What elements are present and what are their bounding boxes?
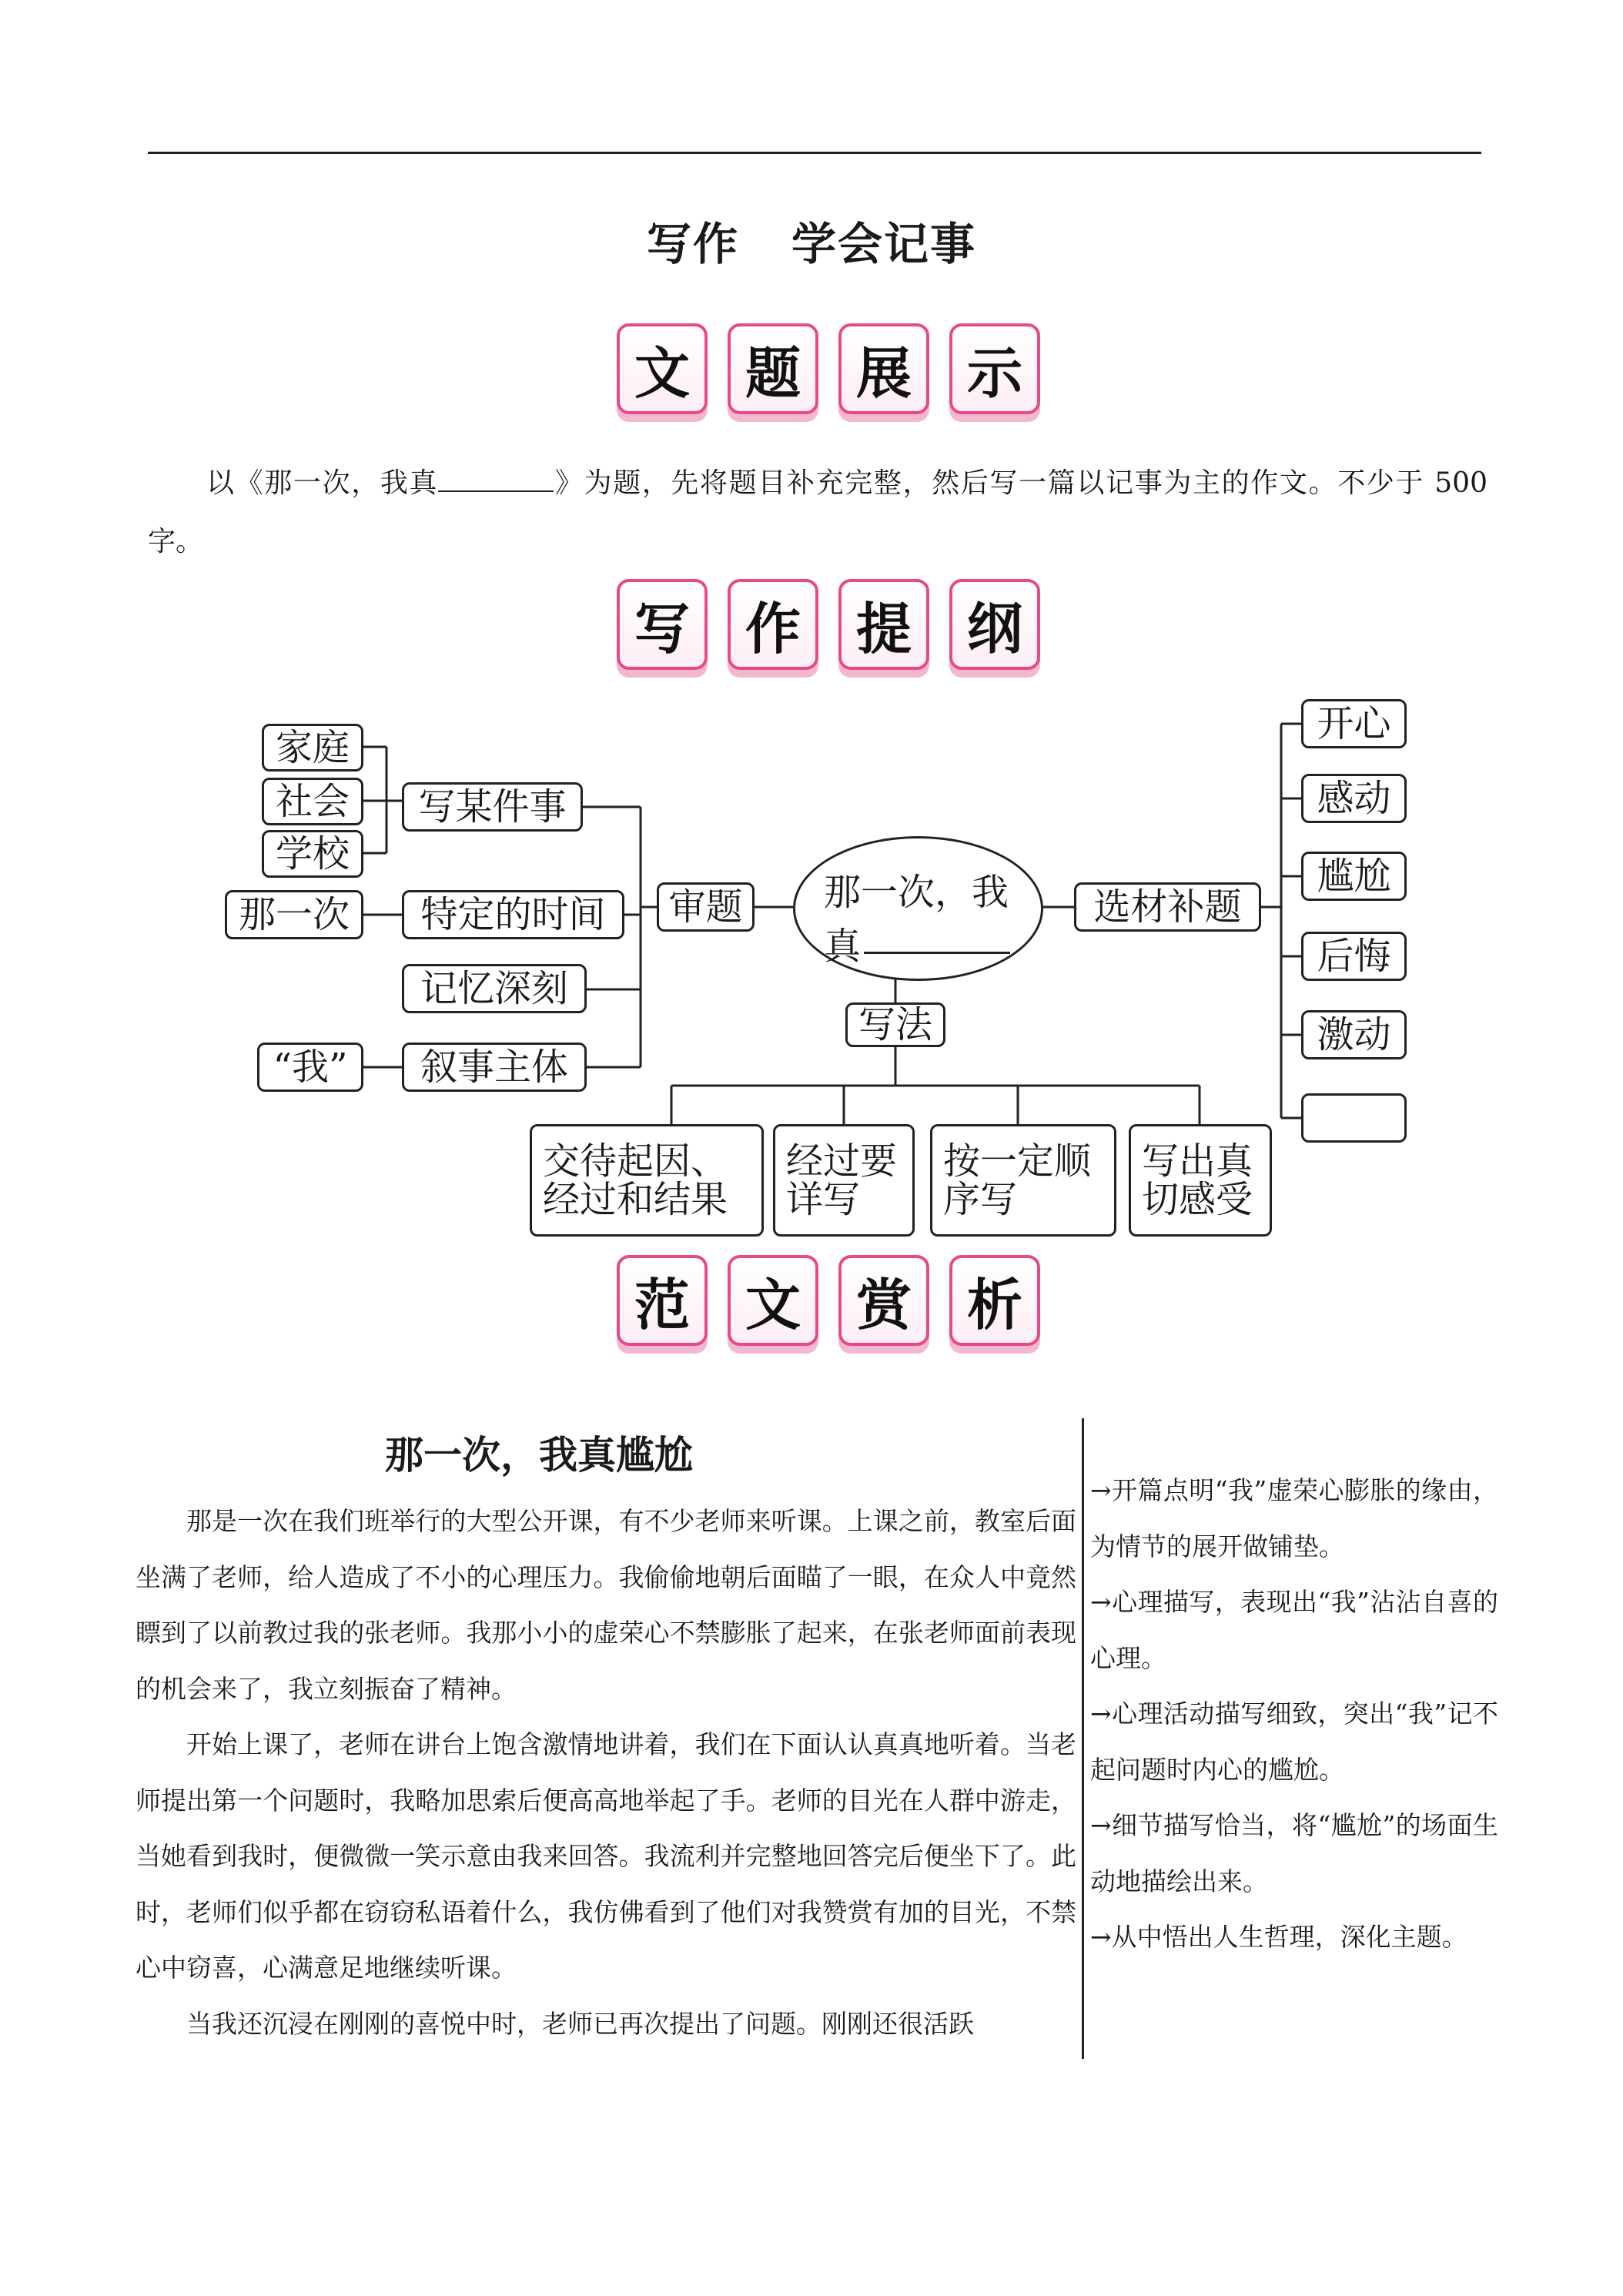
banner-char: 析 <box>949 1255 1040 1346</box>
scope-school: 学校 <box>262 830 363 878</box>
column-divider <box>1082 1418 1084 2059</box>
banner-char: 纲 <box>949 579 1040 670</box>
banner-model-analysis <box>617 1255 1040 1346</box>
header-rule <box>148 152 1481 154</box>
margin-note: →心理描写，表现出“我”沾沾自喜的心理。 <box>1090 1587 1498 1673</box>
page-title-part: 写作 <box>646 218 739 270</box>
prompt-text: 》为题，先将题目补充完整，然后写一篇以记事为主的作文。不少于 500 字。 <box>148 467 1487 557</box>
prompt-text: 以《那一次，我真 <box>206 467 439 499</box>
method-detail-process <box>773 1124 915 1237</box>
node-specific-time: 特定的时间 <box>402 890 624 939</box>
node-choose-material: 选材补题 <box>1074 882 1261 932</box>
feeling-excited: 激动 <box>1301 1010 1407 1059</box>
article-paragraph: 那是一次在我们班举行的大型公开课，有不少老师来听课。上课之前，教室后面坐满了老师，给人造成了不小的心理压力。我偷偷地朝后面瞄了一眼，在众人中竟然瞟到了以前教过我的张老师。我那小小的虚荣心不禁膨胀了起来，在张老师面前表现的机会来了，我立刻振奋了精神。 <box>136 1506 1076 1704</box>
banner-char: 题 <box>728 323 818 414</box>
banner-outline <box>617 579 1040 670</box>
banner-char: 展 <box>838 323 929 414</box>
feeling-empty-slot <box>1301 1093 1407 1143</box>
node-time-example: 那一次 <box>225 890 363 939</box>
article-paragraph: 开始上课了，老师在讲台上饱含激情地讲着，我们在下面认认真真地听着。当老师提出第一个问题时，我略加思索后便高高地举起了手。老师的目光在人群中游走，当她看到我时，便微微一笑示意由我来回答。我流利并完整地回答完后便坐下了。此时，老师们似乎都在窃窃私语着什么，我仿佛看到了他们对我赞赏有加的目光，不禁心中窃喜，心满意足地继续听课。 <box>136 1729 1076 1983</box>
margin-note: →心理活动描写细致，突出“我”记不起问题时内心的尴尬。 <box>1090 1699 1498 1785</box>
banner-char: 写 <box>617 579 708 670</box>
center-blank <box>864 952 1010 954</box>
scope-family: 家庭 <box>262 724 363 771</box>
scope-society: 社会 <box>262 778 363 825</box>
feeling-moved: 感动 <box>1301 774 1407 823</box>
banner-char: 文 <box>728 1255 818 1346</box>
method-line: 写出真 <box>1142 1139 1253 1183</box>
node-subject-me: “我” <box>257 1043 363 1092</box>
method-line: 经过和结果 <box>543 1178 728 1221</box>
margin-note: →从中悟出人生哲理，深化主题。 <box>1090 1922 1467 1952</box>
banner-char: 范 <box>617 1255 708 1346</box>
center-line-2: 真 <box>824 925 862 968</box>
center-line-1: 那一次，我 <box>824 871 1009 914</box>
node-audit: 审题 <box>657 882 755 932</box>
margin-note: →细节描写恰当，将“尴尬”的场面生动地描绘出来。 <box>1090 1810 1498 1896</box>
banner-char: 提 <box>838 579 929 670</box>
banner-char: 赏 <box>838 1255 929 1346</box>
article-body <box>136 1494 1076 2052</box>
margin-note: →开篇点明“我”虚荣心膨胀的缘由，为情节的展开做铺垫。 <box>1090 1475 1498 1561</box>
banner-char: 示 <box>949 323 1040 414</box>
feeling-happy: 开心 <box>1301 699 1407 748</box>
method-line: 详写 <box>786 1178 861 1221</box>
method-line: 序写 <box>943 1178 1018 1221</box>
outline-mindmap <box>0 693 1623 1247</box>
page-title <box>0 208 1623 273</box>
article-paragraph: 当我还沉浸在刚刚的喜悦中时，老师已再次提出了问题。刚刚还很活跃 <box>186 2008 974 2039</box>
writing-prompt <box>148 454 1487 571</box>
title-blank <box>438 464 554 492</box>
method-line: 经过要 <box>786 1139 898 1183</box>
node-narrative-subject: 叙事主体 <box>402 1043 587 1092</box>
node-method: 写法 <box>845 1002 945 1047</box>
banner-char: 作 <box>728 579 818 670</box>
feeling-embarrassed: 尴尬 <box>1301 852 1407 901</box>
node-deep-memory: 记忆深刻 <box>402 964 587 1013</box>
margin-notes <box>1090 1463 1498 1966</box>
method-cause-process-result <box>530 1124 764 1237</box>
method-line: 按一定顺 <box>943 1139 1092 1183</box>
page-title-part: 学会记事 <box>791 218 977 270</box>
method-in-order <box>930 1124 1116 1237</box>
article-title: 那一次，我真尴尬 <box>385 1433 693 1478</box>
method-line: 切感受 <box>1142 1178 1253 1221</box>
node-write-event: 写某件事 <box>402 782 583 832</box>
method-true-feelings <box>1129 1124 1272 1237</box>
banner-char: 文 <box>617 323 708 414</box>
method-line: 交待起因、 <box>543 1139 728 1183</box>
feeling-regret: 后悔 <box>1301 932 1407 981</box>
banner-topic-display <box>617 323 1040 414</box>
